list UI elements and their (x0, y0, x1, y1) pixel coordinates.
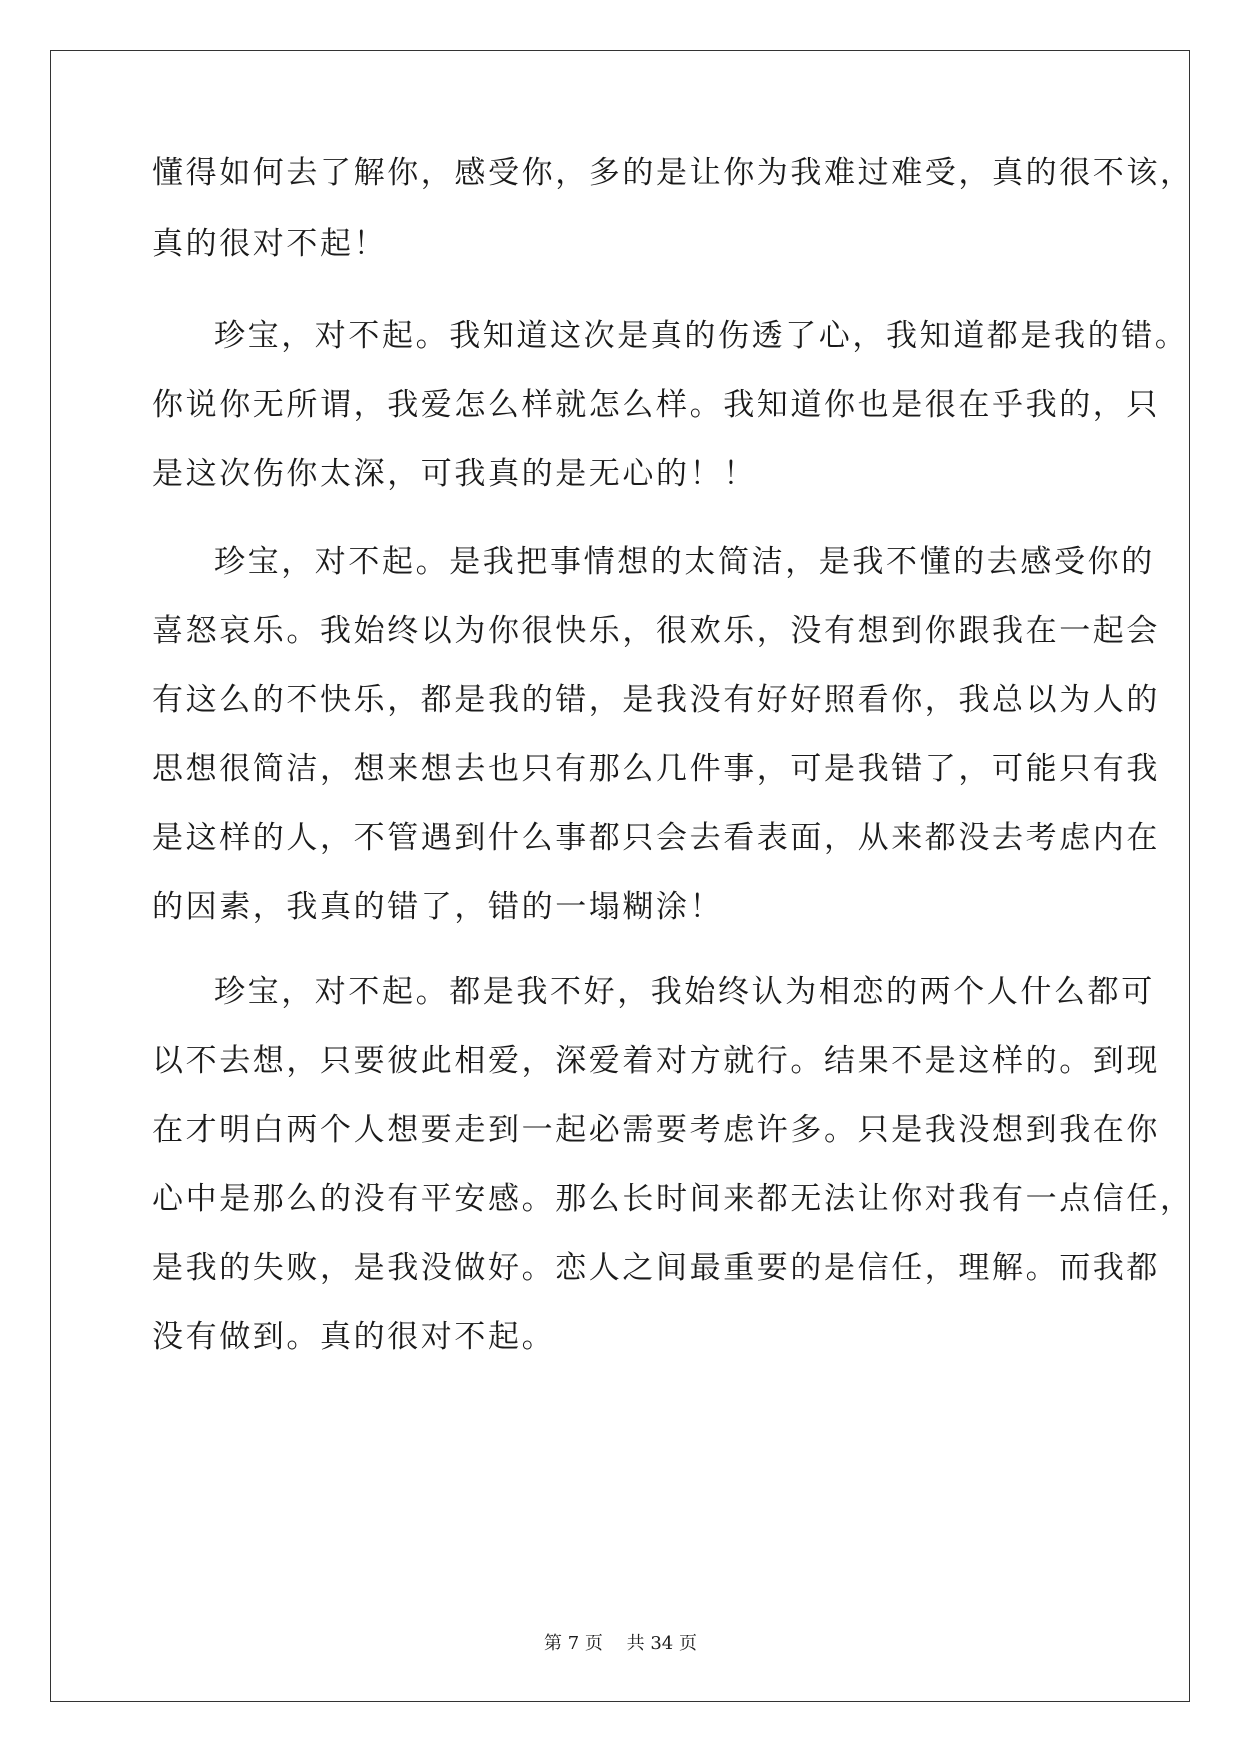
text-line: 你说你无所谓，我爱怎么样就怎么样。我知道你也是很在乎我的，只 (152, 387, 1160, 423)
text-line: 以不去想，只要彼此相爱，深爱着对方就行。结果不是这样的。到现 (152, 1043, 1160, 1079)
text-line: 是我的失败，是我没做好。恋人之间最重要的是信任，理解。而我都 (152, 1250, 1160, 1286)
text-line: 的因素，我真的错了，错的一塌糊涂！ (152, 889, 724, 925)
page-number-footer: 第 7 页 共 34 页 (544, 1633, 697, 1654)
text-line: 思想很简洁，想来想去也只有那么几件事，可是我错了，可能只有我 (152, 751, 1160, 787)
paragraph-first-line: 珍宝，对不起。是我把事情想的太简洁，是我不懂的去感受你的 (214, 544, 1155, 580)
text-line: 在才明白两个人想要走到一起必需要考虑许多。只是我没想到我在你 (152, 1112, 1160, 1148)
text-line: 喜怒哀乐。我始终以为你很快乐，很欢乐，没有想到你跟我在一起会 (152, 613, 1160, 649)
text-line: 有这么的不快乐，都是我的错，是我没有好好照看你，我总以为人的 (152, 682, 1160, 718)
paragraph-first-line: 珍宝，对不起。我知道这次是真的伤透了心，我知道都是我的错。 (214, 318, 1189, 354)
text-line: 心中是那么的没有平安感。那么长时间来都无法让你对我有一点信任， (152, 1181, 1194, 1217)
text-line: 懂得如何去了解你，感受你，多的是让你为我难过难受，真的很不该， (152, 155, 1194, 191)
text-line: 是这次伤你太深，可我真的是无心的！！ (152, 456, 757, 492)
text-line: 没有做到。真的很对不起。 (152, 1319, 556, 1355)
text-line: 是这样的人，不管遇到什么事都只会去看表面，从来都没去考虑内在 (152, 820, 1160, 856)
paragraph-first-line: 珍宝，对不起。都是我不好，我始终认为相恋的两个人什么都可 (214, 974, 1155, 1010)
text-line: 真的很对不起！ (152, 226, 388, 262)
page-border (50, 50, 1190, 1702)
